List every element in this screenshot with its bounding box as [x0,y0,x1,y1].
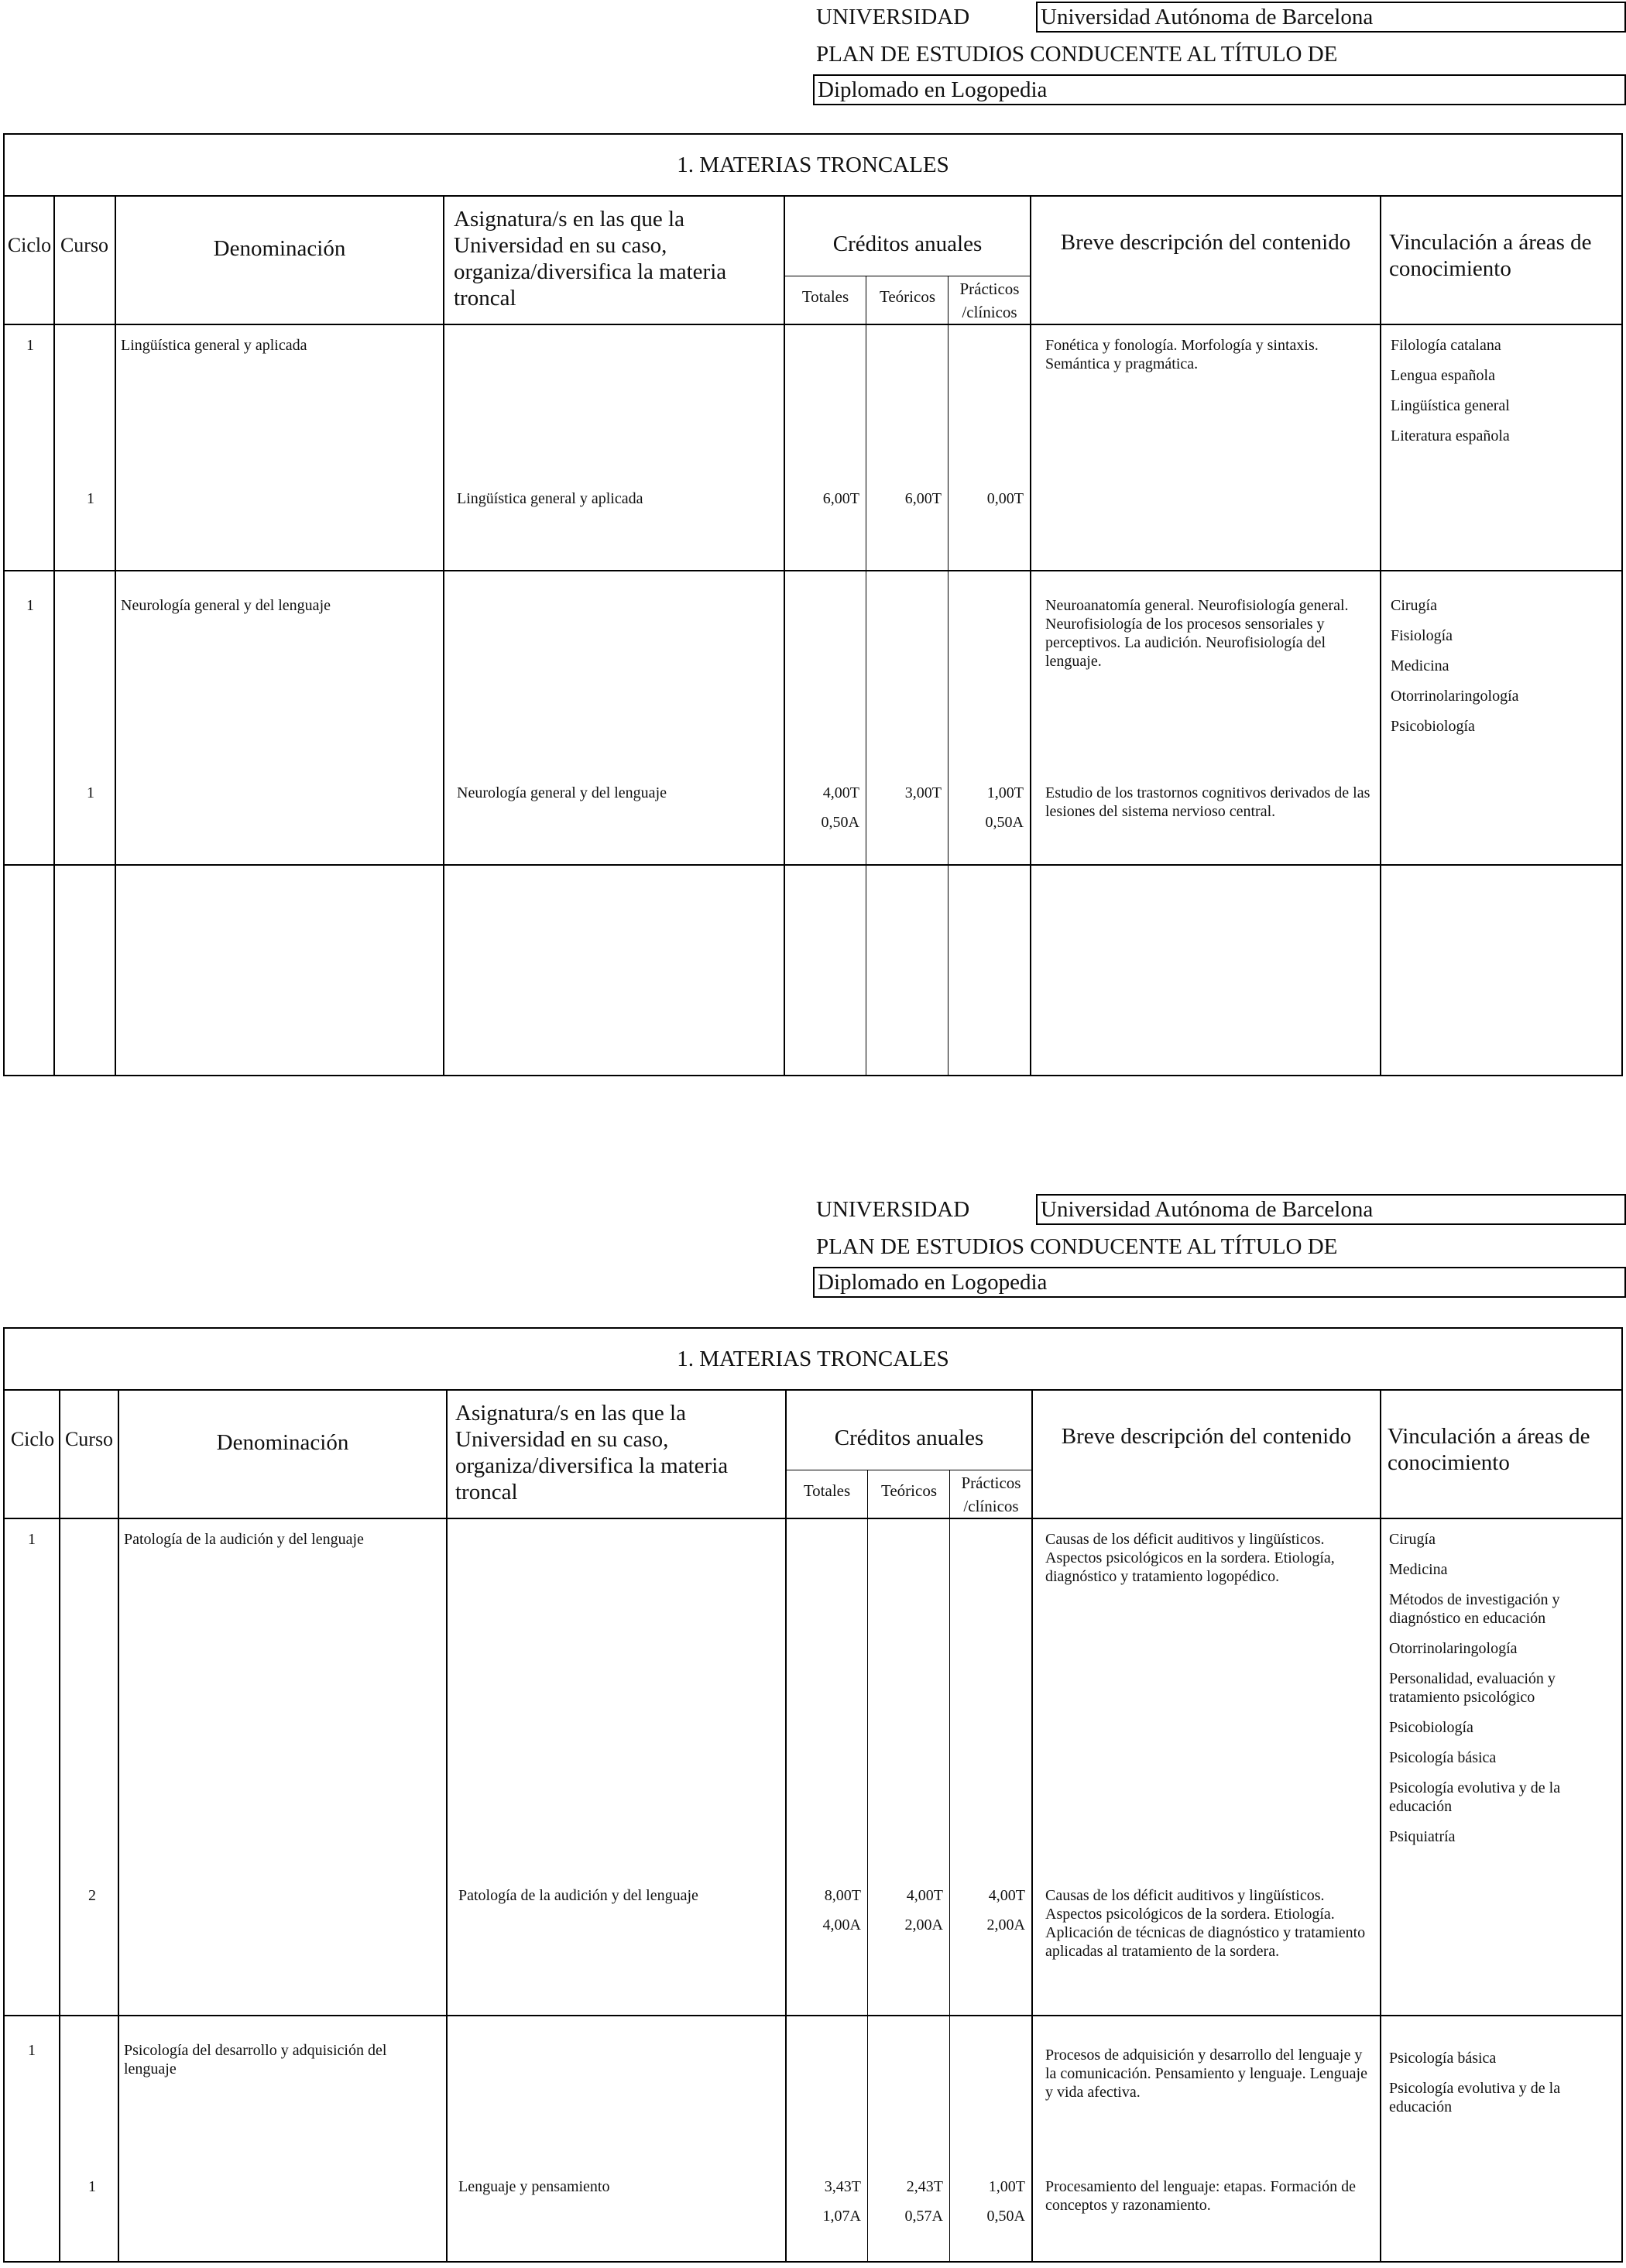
table-row-areas [1391,596,1615,747]
titulo-value: Diplomado en Logopedia [813,74,1626,105]
col-asignatura: Asignatura/s en las que la Universidad en su caso, organiza/diversifica la materia troncal [455,1401,729,1505]
area-item: Psicología básica [1389,2050,1497,2067]
universidad-value: Universidad Autónoma de Barcelona [1036,2,1626,33]
table-row-practicos: 4,00T [988,1887,1025,1904]
col-curso: Curso [60,234,109,256]
titulo-value: Diplomado en Logopedia [813,1267,1626,1298]
area-item: Psicología evolutiva y de la educación [1389,1779,1561,1815]
area-item: Psicobiología [1391,718,1475,735]
area-item: Lingüística general [1391,397,1510,414]
col-practicos: Prácticos /clínicos [961,1474,1021,1515]
table-row-ciclo: 1 [28,1531,36,1548]
table-row-curso: 1 [87,784,94,801]
col-creditos: Créditos anuales [834,1426,984,1450]
table-row-totales: 6,00T [822,490,859,507]
table-row-descripcion: Procesos de adquisición y desarrollo del lenguaje y la comunicación. Pensamiento y lenguaje. Lenguaje y vida afectiva. [1045,2047,1367,2101]
table-title: 1. MATERIAS TRONCALES [5,1329,1621,1391]
col-ciclo: Ciclo [10,1428,55,1450]
table-row-practicos: 1,00T [986,784,1024,801]
area-item: Filología catalana [1391,337,1501,354]
area-item: Cirugía [1389,1531,1436,1548]
table-row-curso: 2 [88,1887,96,1904]
table-row-practicos: 0,50A [985,814,1024,831]
universidad-label: UNIVERSIDAD [816,5,970,29]
col-curso: Curso [64,1428,114,1450]
table-row-descripcion: Procesamiento del lenguaje: etapas. Formación de conceptos y razonamiento. [1045,2178,1356,2214]
table-row-practicos: 1,00T [988,2178,1025,2195]
page-2 [0,1192,1626,2268]
table-row-totales: 1,07A [822,2208,861,2225]
table-row-totales: 3,43T [824,2178,861,2195]
table-row-teoricos: 2,43T [906,2178,943,2195]
universidad-value: Universidad Autónoma de Barcelona [1036,1194,1626,1225]
area-item: Fisiología [1391,627,1453,644]
table-row-teoricos: 0,57A [904,2208,943,2225]
area-item: Otorrinolaringología [1389,1640,1518,1657]
area-item: Psicobiología [1389,1719,1473,1736]
col-descripcion: Breve descripción del contenido [1061,1424,1352,1449]
table-row-asignatura: Patología de la audición y del lenguaje [458,1887,698,1904]
area-item: Psicología básica [1389,1749,1497,1766]
table-row-teoricos: 2,00A [904,1916,943,1933]
col-totales: Totales [803,1481,851,1500]
table-row-ciclo: 1 [26,597,34,614]
area-item: Medicina [1389,1561,1448,1578]
col-vinculacion: Vinculación a áreas de conocimiento [1388,1424,1590,1475]
table-row-teoricos: 3,00T [904,784,942,801]
table-title: 1. MATERIAS TRONCALES [5,135,1621,197]
col-vinculacion: Vinculación a áreas de conocimiento [1389,230,1592,281]
table-row-denominacion: Patología de la audición y del lenguaje [124,1531,364,1548]
page-1 [0,0,1626,1084]
col-denominacion: Denominación [216,1430,349,1455]
table-row-ciclo: 1 [26,337,34,354]
table-row-totales: 4,00T [822,784,859,801]
table-row-denominacion: Lingüística general y aplicada [121,337,307,354]
table-row-descripcion: Estudio de los trastornos cognitivos derivados de las lesiones del sistema nervioso central. [1045,784,1370,820]
col-teoricos: Teóricos [879,287,935,306]
col-practicos: Prácticos /clínicos [959,280,1020,321]
table-row-totales: 0,50A [821,814,859,831]
col-teoricos: Teóricos [880,1481,937,1500]
troncales-table [3,1327,1623,2263]
table-row-descripcion: Neuroanatomía general. Neurofisiología general. Neurofisiología de los procesos sensoriales y perceptivos. La audición. Neurofisiología del lenguaje. [1045,597,1349,670]
table-row-ciclo: 1 [28,2042,36,2059]
area-item: Literatura española [1391,427,1510,444]
table-row-teoricos: 6,00T [904,490,942,507]
table-row-curso: 1 [88,2178,96,2195]
col-totales: Totales [801,287,849,306]
area-item: Lengua española [1391,367,1495,384]
plan-label: PLAN DE ESTUDIOS CONDUCENTE AL TÍTULO DE [816,1234,1338,1259]
table-row-totales: 4,00A [822,1916,861,1933]
table-row-totales: 8,00T [824,1887,861,1904]
table-row-areas [1391,336,1615,457]
col-creditos: Créditos anuales [832,232,983,256]
col-descripcion: Breve descripción del contenido [1060,230,1351,255]
area-item: Personalidad, evaluación y tratamiento psicológico [1389,1670,1556,1706]
table-row-practicos: 2,00A [986,1916,1025,1933]
table-row-areas [1389,1530,1614,1858]
table-row-descripcion: Causas de los déficit auditivos y lingüísticos. Aspectos psicológicos de la sordera. Etiología. Aplicación de técnicas de diagnóstico y tratamiento aplicadas al tratamiento de la sordera. [1045,1887,1366,1960]
col-denominacion: Denominación [213,236,346,261]
col-ciclo: Ciclo [7,234,52,256]
table-row-practicos: 0,50A [986,2208,1025,2225]
table-row-curso: 1 [87,490,94,507]
area-item: Cirugía [1391,597,1437,614]
table-row-asignatura: Lenguaje y pensamiento [458,2178,610,2195]
area-item: Psiquiatría [1389,1828,1456,1845]
table-row-teoricos: 4,00T [906,1887,943,1904]
plan-label: PLAN DE ESTUDIOS CONDUCENTE AL TÍTULO DE [816,42,1338,67]
table-row-areas [1389,2049,1614,2128]
area-item: Medicina [1391,657,1449,674]
table-row-practicos: 0,00T [986,490,1024,507]
area-item: Métodos de investigación y diagnóstico en educación [1389,1591,1560,1627]
area-item: Psicología evolutiva y de la educación [1389,2080,1561,2115]
troncales-table [3,133,1623,1076]
table-row-asignatura: Lingüística general y aplicada [457,490,643,507]
table-row-asignatura: Neurología general y del lenguaje [457,784,667,801]
table-row-descripcion: Fonética y fonología. Morfología y sintaxis. Semántica y pragmática. [1045,337,1319,372]
area-item: Otorrinolaringología [1391,688,1519,705]
table-row-denominacion: Psicología del desarrollo y adquisición del lenguaje [124,2042,387,2078]
table-row-denominacion: Neurología general y del lenguaje [121,597,331,614]
table-row-descripcion: Causas de los déficit auditivos y lingüísticos. Aspectos psicológicos en la sordera. Etiología, diagnóstico y tratamiento logopédico. [1045,1531,1335,1585]
universidad-label: UNIVERSIDAD [816,1197,970,1222]
col-asignatura: Asignatura/s en las que la Universidad en su caso, organiza/diversifica la materia troncal [454,207,727,311]
